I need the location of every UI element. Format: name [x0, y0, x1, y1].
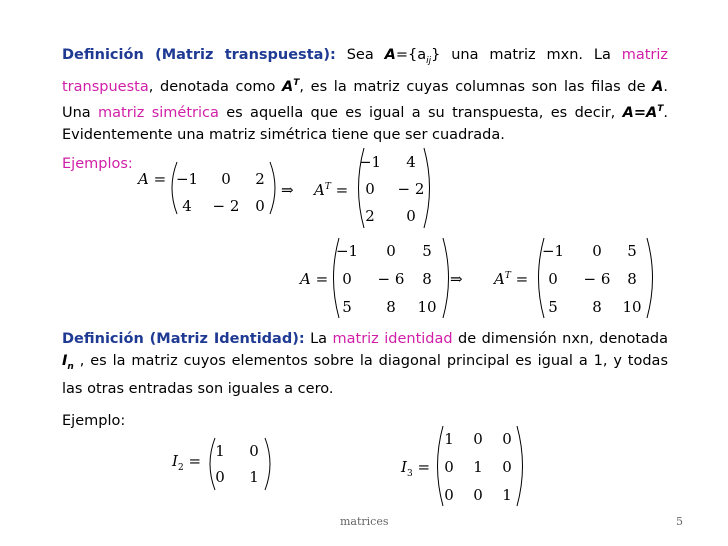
- matrix-cell: 4: [406, 153, 416, 171]
- matrix-cell: 0: [255, 197, 265, 215]
- matrix-cell: 5: [422, 242, 432, 260]
- implies-arrow: ⇒: [450, 270, 463, 288]
- definition-heading: Definición (Matriz transpuesta):: [62, 47, 336, 63]
- matrix-cell: 0: [473, 486, 483, 504]
- matrix-cell: 5: [548, 298, 558, 316]
- definition-heading: Definición (Matriz Identidad):: [62, 331, 305, 347]
- matrix-cell: 0: [548, 270, 558, 288]
- definition-transpose: Definición (Matriz transpuesta): Sea $A=\{a_{ij}\}$ una matriz mxn. La matriz transpuesta, denotada como $A^T$, es la matriz cuyas columnas son las filas de A. Una matriz simétrica es aquella que es igual a su transpuesta, es decir, $A=A^T$. Evidentemente una matriz simétrica tiene que ser cuadrada.: [62, 47, 668, 143]
- term-symmetric: matriz simétrica: [98, 104, 219, 121]
- identity-3-label: $I_3$ =: [401, 458, 431, 479]
- matrix-cell: 1: [444, 430, 454, 448]
- matrix-cell: 1: [215, 442, 225, 460]
- matrix-at-label: $A^T$ =: [314, 181, 349, 199]
- matrix-cell: −1: [541, 242, 565, 260]
- matrix-cell: 0: [386, 242, 396, 260]
- definition-identity: Definición (Matriz Identidad): La matriz identidad de dimensión nxn, denotada $I_n$ , es la matriz cuyos elementos sobre la diagonal principal es igual a 1, y todas las otras entradas son iguales a cero.: [62, 331, 668, 397]
- matrix-cell: 0: [444, 486, 454, 504]
- term-identity: matriz identidad: [332, 331, 453, 347]
- matrix-cell: 8: [592, 298, 602, 316]
- right-paren: [645, 236, 659, 320]
- matrix-cell: 1: [502, 486, 512, 504]
- matrix-cell: 0: [473, 430, 483, 448]
- matrix-cell: − 2: [397, 180, 425, 198]
- matrix-cell: 5: [342, 298, 352, 316]
- matrix-cell: 1: [473, 458, 483, 476]
- matrix-cell: − 2: [212, 197, 240, 215]
- right-paren: [268, 160, 282, 216]
- matrix-cell: 2: [365, 207, 375, 225]
- matrix-cell: 0: [215, 468, 225, 486]
- implies-arrow: ⇒: [281, 181, 294, 199]
- matrix-at-label: $A^T$ =: [494, 270, 529, 288]
- matrix-cell: 2: [255, 170, 265, 188]
- example-label: Ejemplo:: [62, 413, 126, 429]
- matrix-cell: 0: [221, 170, 231, 188]
- matrix-a-label: A =: [300, 270, 329, 288]
- examples-label: Ejemplos:: [62, 156, 133, 172]
- term-transpose: matriz transpuesta: [62, 47, 668, 95]
- matrix-cell: 0: [592, 242, 602, 260]
- matrix-cell: 0: [444, 458, 454, 476]
- matrix-cell: − 6: [583, 270, 611, 288]
- right-paren: [263, 436, 277, 492]
- matrix-cell: −1: [358, 153, 382, 171]
- matrix-cell: 8: [422, 270, 432, 288]
- right-paren: [515, 424, 529, 508]
- right-paren: [422, 146, 436, 230]
- matrix-cell: − 6: [377, 270, 405, 288]
- matrix-cell: 0: [365, 180, 375, 198]
- matrix-cell: 8: [627, 270, 637, 288]
- matrix-cell: 10: [417, 298, 437, 316]
- matrix-cell: 8: [386, 298, 396, 316]
- matrix-cell: 1: [249, 468, 259, 486]
- matrix-cell: 0: [502, 430, 512, 448]
- footer-title: matrices: [340, 515, 389, 528]
- matrix-cell: −1: [335, 242, 359, 260]
- matrix-cell: 4: [182, 197, 192, 215]
- matrix-cell: 10: [622, 298, 642, 316]
- page-number: 5: [676, 515, 683, 528]
- identity-2-label: $I_2$ =: [172, 452, 202, 473]
- matrix-cell: 0: [502, 458, 512, 476]
- matrix-cell: 0: [406, 207, 416, 225]
- matrix-a-label: A =: [138, 170, 167, 188]
- matrix-cell: −1: [175, 170, 199, 188]
- matrix-cell: 0: [342, 270, 352, 288]
- matrix-cell: 5: [627, 242, 637, 260]
- matrix-cell: 0: [249, 442, 259, 460]
